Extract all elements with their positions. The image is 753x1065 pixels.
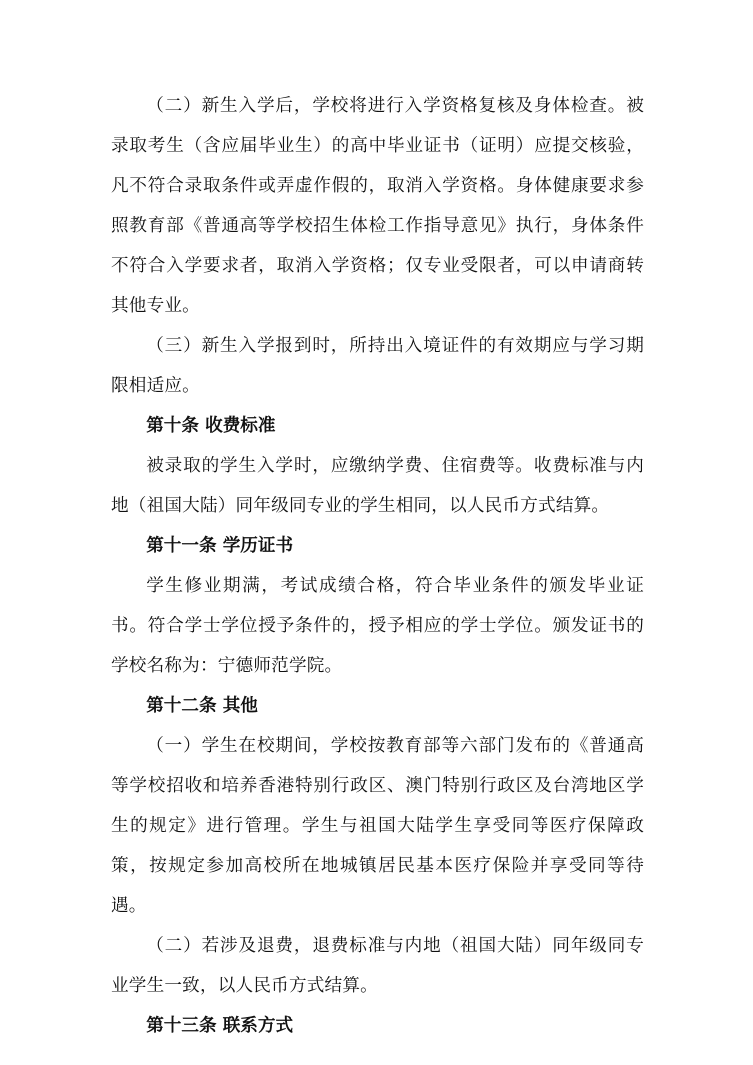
para-diploma: 学生修业期满，考试成绩合格，符合毕业条件的颁发毕业证书。符合学士学位授予条件的，授予相应的学士学位。颁发证书的学校名称为：宁德师范学院。 (111, 576, 644, 676)
para-refund: （二）若涉及退费，退费标准与内地（祖国大陆）同年级同专业学生一致，以人民币方式结算。 (111, 936, 644, 996)
heading-article-11: 第十一条 学历证书 (146, 536, 294, 556)
heading-article-12: 第十二条 其他 (146, 696, 258, 716)
para-admission-review: （二）新生入学后，学校将进行入学资格复核及身体检查。被录取考生（含应届毕业生）的高中毕业证书（证明）应提交核验，凡不符合录取条件或弄虚作假的，取消入学资格。身体健康要求参照教育部《普通高等学校招生体检工作指导意见》执行，身体条件不符合入学要求者，取消入学资格；仅专业受限者，可以申请商转其他专业。 (111, 96, 644, 316)
heading-article-13: 第十三条 联系方式 (146, 1016, 294, 1036)
heading-article-10: 第十条 收费标准 (146, 416, 276, 436)
para-entry-documents: （三）新生入学报到时，所持出入境证件的有效期应与学习期限相适应。 (111, 336, 644, 396)
document-page (111, 86, 644, 1046)
para-fees: 被录取的学生入学时，应缴纳学费、住宿费等。收费标准与内地（祖国大陆）同年级同专业的学生相同，以人民币方式结算。 (111, 456, 644, 516)
para-management: （一）学生在校期间，学校按教育部等六部门发布的《普通高等学校招收和培养香港特别行政区、澳门特别行政区及台湾地区学生的规定》进行管理。学生与祖国大陆学生享受同等医疗保障政策，按规定参加高校所在地城镇居民基本医疗保险并享受同等待遇。 (111, 736, 644, 916)
